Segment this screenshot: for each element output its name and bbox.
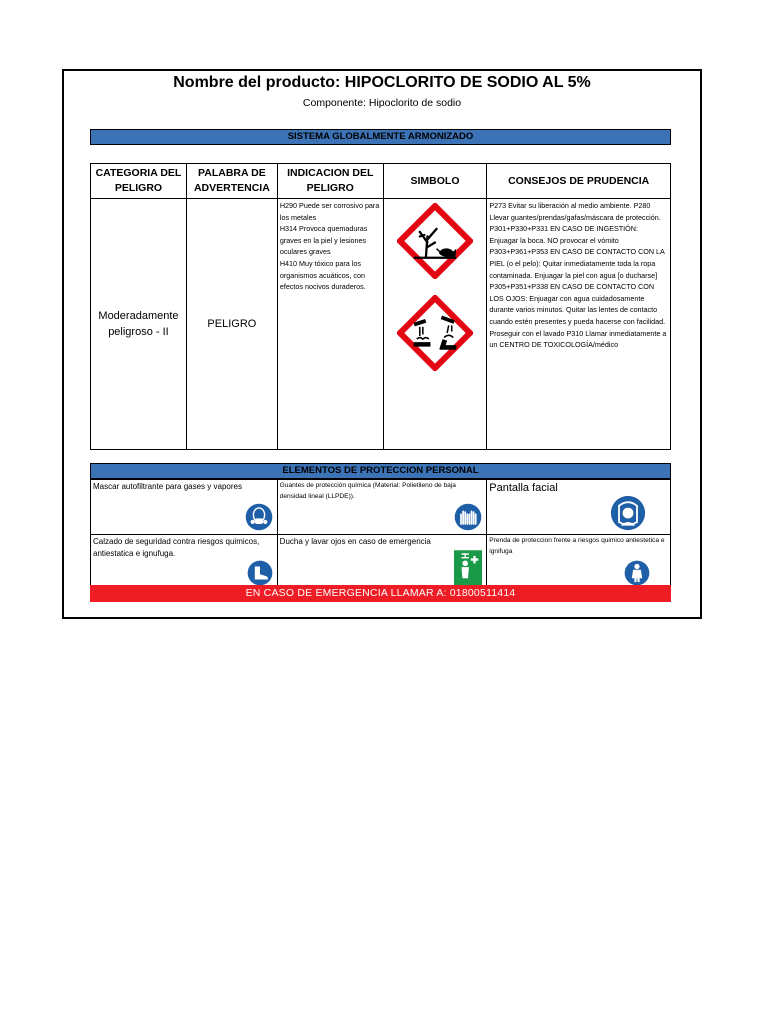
ppe-item-text: Ducha y lavar ojos en caso de emergencia <box>279 537 431 546</box>
hazard-statement-h410: H410 Muy tóxico para los organismos acuáticos, con efectos nocivos duraderos. <box>279 258 366 292</box>
ppe-item <box>277 535 487 590</box>
ppe-item-text: Mascar autofiltrante para gases y vapores <box>93 482 242 491</box>
ppe-item-text: Prenda de proteccion frente a riesgos quimico antiestetica e ignifuga <box>489 537 665 555</box>
signal-word: PELIGRO <box>186 199 277 450</box>
ppe-item <box>487 480 671 535</box>
safety-label <box>62 69 702 619</box>
column-header-signal-word: PALABRA DE ADVERTENCIA <box>186 164 277 199</box>
hazard-category: Moderadamente peligroso - II <box>91 199 187 450</box>
gloves-icon <box>454 503 482 531</box>
ppe-table <box>90 479 671 590</box>
respirator-mask-icon <box>245 503 273 531</box>
product-title: Nombre del producto: HIPOCLORITO DE SODIO AL 5% <box>173 74 591 91</box>
component-subtitle: Componente: Hipoclorito de sodio <box>302 97 462 109</box>
hazard-statement-h314: H314 Provoca quemaduras graves en la piel y lesiones oculares graves <box>279 224 368 257</box>
ppe-item <box>91 480 278 535</box>
emergency-shower-icon <box>454 550 482 586</box>
ghs-body-row <box>91 199 671 450</box>
corrosion-pictogram-icon <box>397 295 473 371</box>
environment-pictogram-icon <box>397 203 473 279</box>
face-shield-icon <box>610 495 646 531</box>
ppe-section-header: ELEMENTOS DE PROTECCION PERSONAL <box>90 463 671 479</box>
column-header-symbol: SIMBOLO <box>383 164 487 199</box>
symbol-cell <box>383 199 487 450</box>
column-header-precaution: CONSEJOS DE PRUDENCIA <box>487 164 671 199</box>
hazard-statement-h290: H290 Puede ser corrosivo para los metales <box>279 201 380 222</box>
ppe-row <box>91 535 671 590</box>
column-header-hazard: INDICACION DEL PELIGRO <box>277 164 383 199</box>
ppe-item-text: Calzado de seguridad contra riesgos quimicos, antiestatica e ignufuga. <box>93 537 260 558</box>
column-header-category: CATEGORIA DEL PELIGRO <box>91 164 187 199</box>
emergency-banner: EN CASO DE EMERGENCIA LLAMAR A: 01800511414 <box>90 585 671 602</box>
ghs-section-header: SISTEMA GLOBALMENTE ARMONIZADO <box>90 129 671 145</box>
ghs-table <box>90 163 671 450</box>
ppe-item <box>487 535 671 590</box>
precautionary-statements: P273 Evitar su liberación al medio ambiente. P280 Llevar guantes/prendas/gafas/máscara de protección. P301+P330+P331 EN CASO DE INGESTIÓN: Enjuagar la boca. NO provocar el vómito P303+P361+P353 EN CASO DE CONTACTO CON LA PIEL (o el pelo): Quitar inmediatamente toda la ropa contaminada. Enjuagar la piel con agua [o ducharse] P305+P351+P338 EN CASO DE CONTACTO CON LOS OJOS: Enjuagar con agua cuidadosamente durante varios minutos. Quitar las lentes de contacto cuando estén presentes y pueda hacerse con facilidad. Proseguir con el lavado P310 Llamar inmediatamente a un CENTRO DE TOXICOLOGÍA/médico <box>487 199 671 450</box>
hazard-statements <box>277 199 383 450</box>
ghs-header-row <box>91 164 671 199</box>
ppe-item <box>91 535 278 590</box>
ppe-item <box>277 480 487 535</box>
ppe-row <box>91 480 671 535</box>
ppe-item-text: Pantalla facial <box>489 482 558 494</box>
protective-suit-icon <box>624 560 650 586</box>
safety-boot-icon <box>247 560 273 586</box>
ppe-item-text: Guantes de protección química (Material: Polietileno de baja densidad lineal (LLPDE)). <box>279 482 456 500</box>
